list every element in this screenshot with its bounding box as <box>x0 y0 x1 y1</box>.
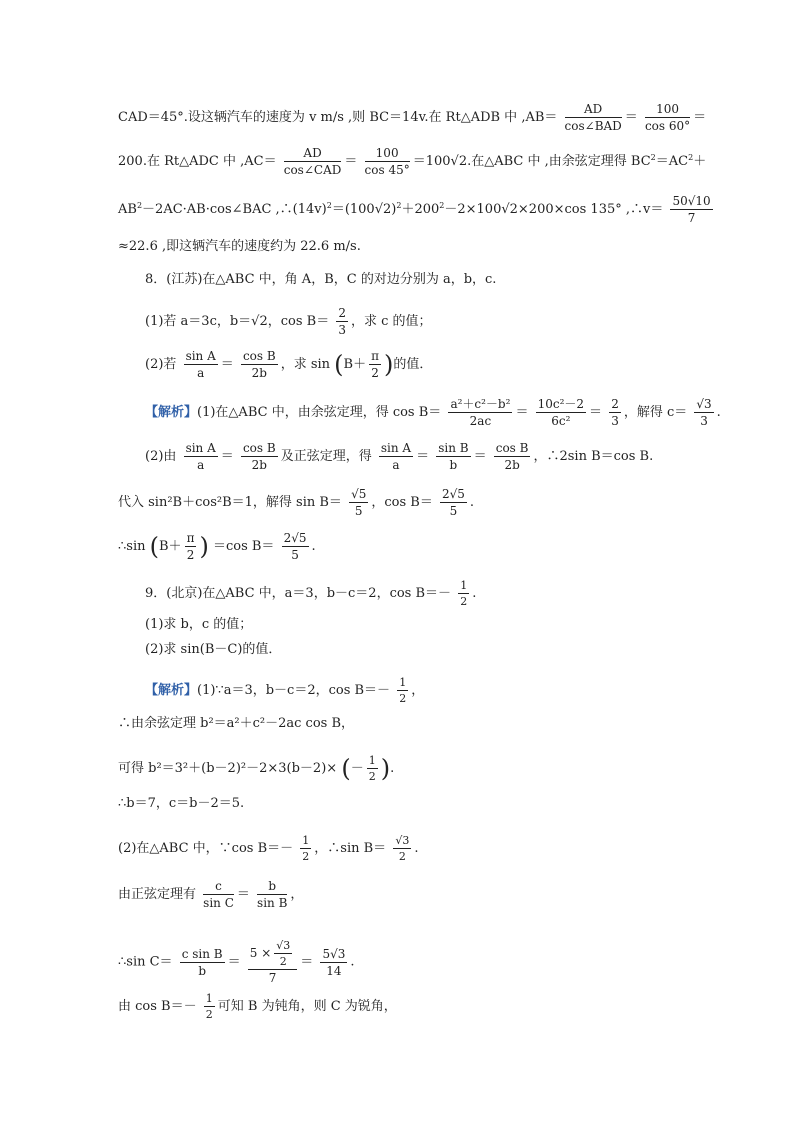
text: 5 × <box>249 946 272 960</box>
text: －2×100 <box>444 202 502 217</box>
text: ∴b＝7，c＝b－2＝5. <box>118 796 245 811</box>
solution-tag: 【解析】 <box>145 683 198 698</box>
text: (1)求 b，c 的值； <box>145 617 253 632</box>
text: ∴由余弦定理 b²＝a²＋c²－2ac cos B， <box>118 716 355 731</box>
text: (2)若 <box>145 357 177 372</box>
text: ≈22.6 ,即这辆汽车的速度约为 22.6 m/s. <box>118 239 361 254</box>
denominator: cos 45° <box>364 163 410 177</box>
denominator: 2 <box>302 850 310 863</box>
fraction <box>184 442 218 471</box>
denominator: 2 <box>398 850 406 863</box>
denominator: 7 <box>268 971 277 985</box>
text: . <box>716 405 721 420</box>
text: ， <box>411 683 425 698</box>
equals: ＝ <box>473 449 487 464</box>
equals: ＝ <box>227 954 241 970</box>
denominator: 2 <box>371 366 379 380</box>
text: . <box>472 586 477 601</box>
numerator: 100 <box>645 103 690 118</box>
numerator: sin B <box>438 441 469 455</box>
fraction <box>257 880 287 909</box>
numerator: sin A <box>185 441 216 455</box>
fraction <box>393 835 411 862</box>
fraction <box>670 195 712 224</box>
text: B＋ <box>159 539 182 554</box>
numerator: cos B <box>242 441 276 455</box>
fraction <box>320 948 347 977</box>
fraction <box>241 350 278 379</box>
denominator: sin B <box>257 896 288 910</box>
text: (2)求 sin(B－C)的值． <box>145 642 282 657</box>
fraction <box>274 940 292 967</box>
fraction <box>365 147 410 176</box>
equals: ＝ <box>416 449 430 464</box>
fraction <box>458 580 469 607</box>
numerator: AD <box>565 103 622 118</box>
equals: ＝ <box>515 405 529 420</box>
text: 200.在 Rt <box>118 154 180 169</box>
problem-8-part2 <box>145 350 694 379</box>
numerator: √3 <box>395 834 410 847</box>
denominator: cos∠CAD <box>283 163 342 177</box>
sqrt-symbol: √ <box>374 202 383 217</box>
fraction <box>336 307 348 336</box>
fraction <box>248 940 298 984</box>
text: 2) <box>383 202 397 217</box>
denominator: 3 <box>700 414 708 428</box>
text: (1)若 a＝3c，b＝√2，cos B＝ <box>145 314 330 329</box>
denominator: 6c² <box>551 414 571 428</box>
numerator: π <box>186 531 195 545</box>
fraction <box>367 755 378 782</box>
numerator: cos B <box>495 441 529 455</box>
text: ＝(100 <box>331 202 375 217</box>
denominator: cos∠BAD <box>564 119 622 133</box>
denominator: 2ac <box>469 414 492 428</box>
fraction <box>204 993 215 1020</box>
denominator: a <box>197 458 205 472</box>
denominator: cos 60° <box>644 119 691 133</box>
fraction <box>184 350 218 379</box>
sqrt-symbol: √ <box>450 154 459 169</box>
denominator: 14 <box>326 963 342 978</box>
text: (2)由 <box>145 449 177 464</box>
denominator: 5 <box>354 504 363 518</box>
solution-9-part5 <box>118 835 694 862</box>
text: 及正弦定理，得 <box>280 449 372 464</box>
problem-9-title <box>145 580 694 607</box>
equals: ＝ <box>236 887 250 902</box>
right-paren: ) <box>199 532 209 561</box>
text: (2)在△ABC 中，∵cos B＝－ <box>118 841 294 856</box>
fraction <box>349 488 368 517</box>
fraction <box>203 880 234 909</box>
denominator: 2 <box>368 770 376 783</box>
solution-9-part4 <box>118 797 694 810</box>
solution-9-part1 <box>145 677 694 704</box>
solution-9-part7 <box>118 940 694 984</box>
problem-8-title <box>145 273 694 286</box>
numerator: 50√10 <box>672 194 711 208</box>
triangle-symbol: △ <box>179 154 190 169</box>
fraction <box>369 350 381 379</box>
fraction <box>300 835 311 862</box>
solution-8-part4 <box>118 532 694 561</box>
text-line <box>118 240 694 253</box>
fraction <box>284 147 342 176</box>
denominator: 3 <box>611 414 619 428</box>
numerator: 1 <box>460 579 468 592</box>
text: 由正弦定理有 <box>118 887 197 902</box>
text: 8．(江苏)在△ABC 中，角 A，B，C 的对边分别为 a，b，c. <box>145 272 497 287</box>
fraction <box>436 442 470 471</box>
equals: ＝ <box>220 449 234 464</box>
text: . <box>469 495 475 510</box>
fraction <box>694 398 713 427</box>
problem-9-part1 <box>145 618 694 631</box>
text: . <box>350 954 355 970</box>
numerator: b <box>257 880 287 895</box>
fraction <box>645 103 690 132</box>
equals: ＝ <box>693 110 707 125</box>
problem-8-part1 <box>145 307 694 336</box>
denominator: 2 <box>279 955 287 968</box>
text: ，求 c 的值； <box>350 314 432 329</box>
triangle-symbol: △ <box>484 154 495 169</box>
numerator: 1 <box>302 834 310 847</box>
numerator: 1 <box>205 992 213 1005</box>
numerator: sin A <box>185 349 216 363</box>
text: － <box>350 761 364 776</box>
text: ， <box>290 887 304 902</box>
text: 9．(北京)在△ABC 中，a＝3，b－c＝2，cos B＝－ <box>145 586 452 601</box>
exponent: 2 <box>439 201 445 210</box>
fraction <box>440 488 467 517</box>
denominator: sin C <box>203 896 234 910</box>
text: ＝cos B＝ <box>212 539 275 554</box>
right-paren: ) <box>384 350 394 379</box>
numerator: 2√5 <box>441 487 465 501</box>
denominator: 2 <box>399 692 407 705</box>
numerator: 2 <box>338 306 346 320</box>
fraction <box>494 442 531 471</box>
denominator: b <box>449 458 458 472</box>
solution-9-part8 <box>118 993 694 1020</box>
numerator: 2√5 <box>283 531 307 545</box>
text: (1)在△ABC 中，由余弦定理，得 cos B＝ <box>197 405 442 420</box>
numerator: sin A <box>380 441 412 455</box>
exponent: 2 <box>650 153 656 162</box>
text: 2.在 <box>458 154 485 169</box>
solution-9-part3 <box>118 755 694 782</box>
triangle-symbol: △ <box>460 110 471 125</box>
fraction <box>609 398 621 427</box>
text: (1)∵a＝3，b－c＝2，cos B＝－ <box>197 683 391 698</box>
fraction <box>282 532 309 561</box>
denominator: 2b <box>251 458 267 472</box>
numerator: 10c²－2 <box>537 397 585 411</box>
text: ＋200 <box>401 202 440 217</box>
text: ，求 sin <box>280 357 331 372</box>
denominator: 2b <box>504 458 520 472</box>
equals: ＝ <box>220 357 234 372</box>
numerator: 1 <box>399 676 407 689</box>
equals: ＝ <box>300 954 314 970</box>
text: . <box>311 539 316 554</box>
fraction <box>185 532 197 561</box>
denominator: 3 <box>338 323 346 337</box>
denominator: 2 <box>460 595 468 608</box>
numerator: cos B <box>242 349 276 363</box>
text: CAD＝45°.设这辆汽车的速度为 v m/s ,则 BC＝14v.在 Rt <box>118 110 461 125</box>
numerator: 1 <box>368 754 376 767</box>
text: 代入 sin²B＋cos²B＝1，解得 sin B＝ <box>118 495 342 510</box>
fraction <box>397 677 408 704</box>
text: －2AC·AB·cos∠BAC ,∴(14v) <box>142 202 327 217</box>
text: ADC 中 ,AC＝ <box>189 154 277 169</box>
problem-9-part2 <box>145 643 694 656</box>
numerator: √3 <box>276 939 291 952</box>
numerator: a²＋c²－b² <box>450 397 511 411</box>
numerator <box>248 940 298 970</box>
solution-9-part2 <box>118 717 694 730</box>
text: ，解得 c＝ <box>623 405 688 420</box>
text-line <box>118 146 707 177</box>
fraction <box>379 442 413 471</box>
text: ADB 中 ,AB＝ <box>470 110 558 125</box>
solution-tag: 【解析】 <box>145 405 198 420</box>
equals: ＝ <box>589 405 603 420</box>
exponent: 2 <box>396 201 402 210</box>
denominator: a <box>197 366 205 380</box>
text-line <box>118 194 711 225</box>
text: ∴sin <box>118 539 146 554</box>
numerator: √5 <box>351 487 367 501</box>
exponent: 2 <box>136 201 143 210</box>
denominator: a <box>392 458 400 472</box>
solution-9-part6 <box>118 880 694 909</box>
left-paren: ( <box>341 754 351 783</box>
text: ＝AC <box>655 154 689 169</box>
text: ，cos B＝ <box>371 495 433 510</box>
denominator: 2 <box>186 548 195 562</box>
text: . <box>414 841 419 856</box>
numerator: √3 <box>696 397 712 411</box>
text: 2×200×cos 135° ,∴v＝ <box>509 202 664 217</box>
numerator: c <box>203 880 234 895</box>
sqrt-symbol: √ <box>501 202 510 217</box>
numerator: 5√3 <box>322 946 346 961</box>
text: ，∴2sin B＝cos B. <box>533 449 654 464</box>
numerator: c sin B <box>181 946 223 961</box>
text: 的值． <box>393 357 433 372</box>
numerator: π <box>371 349 379 363</box>
denominator: 2 <box>205 1008 213 1021</box>
denominator: 5 <box>291 548 299 562</box>
fraction <box>241 442 278 471</box>
denominator: 2b <box>251 366 267 380</box>
fraction <box>448 398 512 427</box>
equals: ＝ <box>624 110 638 125</box>
text-line <box>118 102 707 133</box>
solution-8-part3 <box>118 488 694 517</box>
solution-8-part1 <box>145 397 721 428</box>
text: ＝100 <box>412 154 451 169</box>
text: . <box>390 761 395 776</box>
text: ∴sin C＝ <box>118 954 173 970</box>
text: 可知 B 为钝角，则 C 为锐角， <box>217 999 397 1014</box>
text: B＋ <box>343 357 367 372</box>
fraction <box>565 103 622 132</box>
left-paren: ( <box>334 350 344 379</box>
text: 由 cos B＝－ <box>118 999 197 1014</box>
denominator: 7 <box>687 211 696 225</box>
text: 可得 b²＝3²＋(b－2)²－2×3(b－2)× <box>118 761 338 776</box>
denominator: 5 <box>449 504 458 518</box>
text: AB <box>118 202 137 217</box>
numerator: 2 <box>611 397 619 411</box>
fraction <box>180 948 225 977</box>
denominator: b <box>198 963 206 978</box>
right-paren: ) <box>380 754 391 783</box>
solution-8-part2 <box>145 442 694 471</box>
numerator: 100 <box>365 147 410 162</box>
text: ，∴sin B＝ <box>314 841 387 856</box>
numerator: AD <box>284 147 342 162</box>
left-paren: ( <box>149 532 159 561</box>
text: ＋ <box>693 154 707 169</box>
exponent: 2 <box>688 153 694 162</box>
exponent: 2 <box>326 201 332 210</box>
text: ABC 中 ,由余弦定理得 BC <box>494 154 651 169</box>
fraction <box>536 398 586 427</box>
equals: ＝ <box>344 154 358 169</box>
